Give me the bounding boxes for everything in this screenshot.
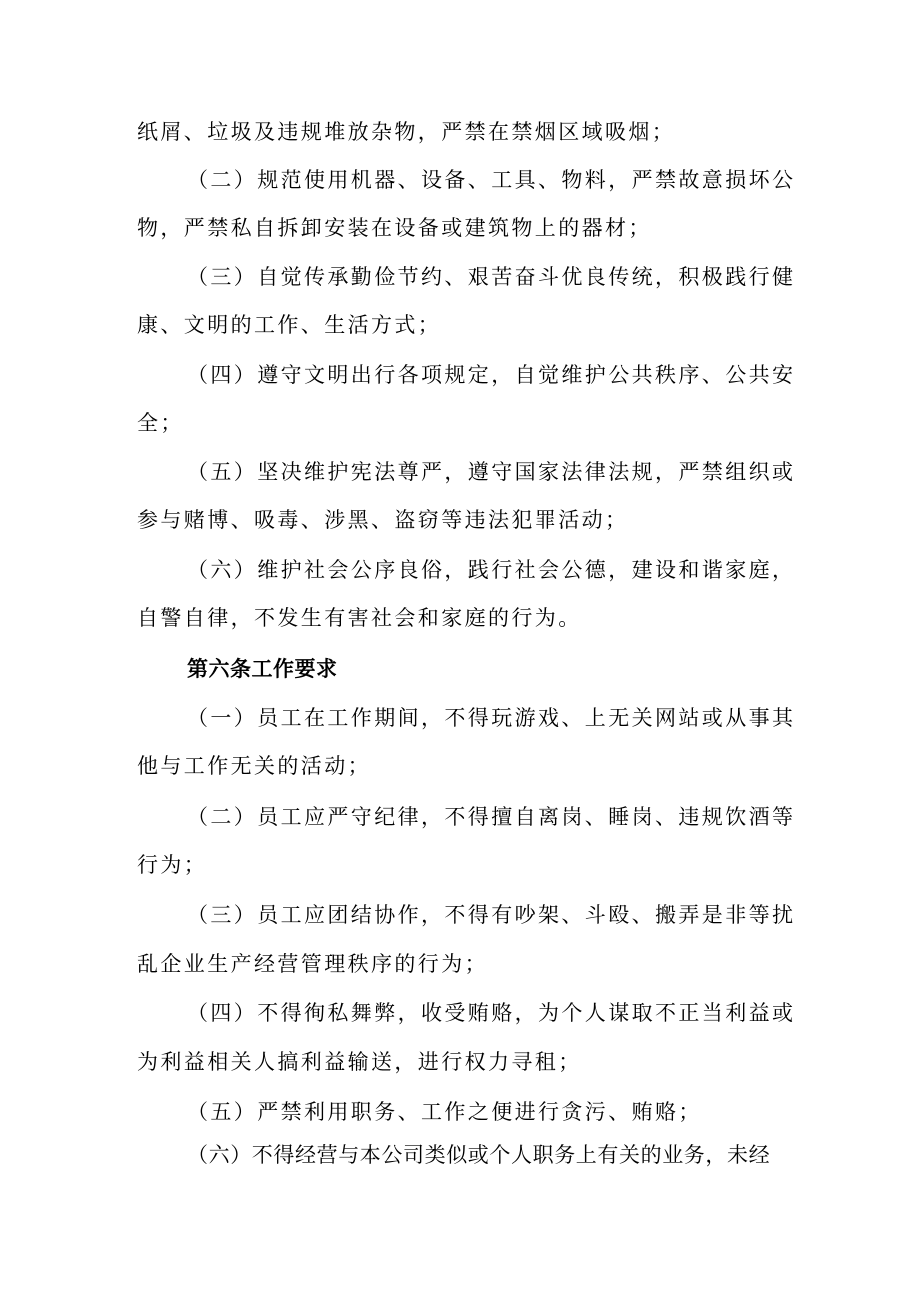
text-line: 参与赌博、吸毒、涉黑、盗窃等违法犯罪活动； (137, 508, 629, 532)
list-item-line: （五）坚决维护宪法尊严，遵守国家法律法规，严禁组织或 (187, 460, 796, 484)
list-item-line: （三）自觉传承勤俭节约、艰苦奋斗优良传统，积极践行健 (187, 265, 796, 289)
text-line: 行为； (137, 853, 208, 877)
list-item-line: （五）严禁利用职务、工作之便进行贪污、贿赂； (187, 1100, 702, 1124)
list-item-line: （三）员工应团结协作，不得有吵架、斗殴、搬弄是非等扰 (187, 903, 796, 927)
list-item-line: （四）遵守文明出行各项规定，自觉维护公共秩序、公共安 (187, 363, 796, 387)
section-heading: 第六条工作要求 (187, 656, 338, 681)
text-line: 他与工作无关的活动； (137, 754, 371, 778)
text-line: 康、文明的工作、生活方式； (137, 313, 442, 337)
list-item-line: （一）员工在工作期间，不得玩游戏、上无关网站或从事其 (187, 706, 796, 730)
list-item-line: （六）维护社会公序良俗，践行社会公德，建设和谐家庭， (187, 558, 796, 582)
list-item-line: （六）不得经营与本公司类似或个人职务上有关的业务，未经 (187, 1143, 771, 1167)
text-line: 自警自律，不发生有害社会和家庭的行为。 (137, 606, 582, 630)
text-line: 全； (137, 411, 184, 435)
text-line: 乱企业生产经营管理秩序的行为； (137, 952, 488, 976)
list-item-line: （二）规范使用机器、设备、工具、物料，严禁故意损坏公 (187, 168, 796, 192)
text-line: 为利益相关人搞利益输送，进行权力寻租； (137, 1050, 582, 1074)
text-line: 纸屑、垃圾及违规堆放杂物，严禁在禁烟区域吸烟； (137, 120, 676, 144)
list-item-line: （四）不得徇私舞弊，收受贿赂，为个人谋取不正当利益或 (187, 1001, 796, 1025)
list-item-line: （二）员工应严守纪律，不得擅自离岗、睡岗、违规饮酒等 (187, 805, 796, 829)
text-line: 物，严禁私自拆卸安装在设备或建筑物上的器材； (137, 216, 652, 240)
